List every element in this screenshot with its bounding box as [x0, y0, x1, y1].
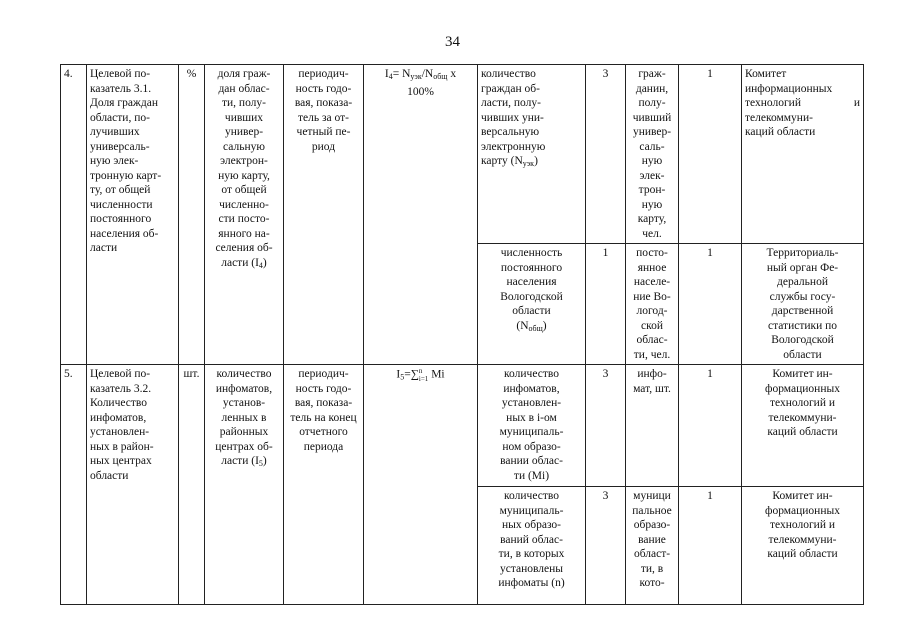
- subject-cell: 1: [679, 244, 742, 365]
- row-number-cell: 4.: [61, 65, 87, 365]
- subject-cell: 1: [679, 365, 742, 487]
- responsible-cell: Комитет ин- формационных технологий и телекоммуни- каций области: [742, 365, 864, 487]
- definition-cell: доля граж- дан облас- ти, полу- чивших универ- сальную электрон- ную карту, от общей численно- сти посто- янного на- селения об- ласти $(I_4)$: [205, 65, 284, 365]
- formula-cell: $I_5=\sum n$ i=1 Mi: [364, 365, 478, 605]
- component-name-cell: количество граждан об- ласти, полу- чивших уни- версальную электронную карту $(N_{уэк})$: [478, 65, 586, 244]
- row-number-cell: 5.: [61, 365, 87, 605]
- formula-cell: $I_4= N_{уэк}/N_{общ}$ x 100%: [364, 65, 478, 365]
- method-cell: 3: [586, 65, 626, 244]
- responsible-cell: Территориаль- ный орган Фе- деральной службы госу- дарственной статистики по Вологодской области: [742, 244, 864, 365]
- period-cell: периодич- ность годо- вая, показа- тель за от- четный пе- риод: [284, 65, 364, 365]
- method-cell: 3: [586, 365, 626, 487]
- period-cell: периодич- ность годо- вая, показа- тель на конец отчетного периода: [284, 365, 364, 605]
- responsible-cell: Комитет ин- формационных технологий и телекоммуни- каций области: [742, 487, 864, 605]
- indicator-name-cell: Целевой по- казатель 3.1. Доля граждан области, по- лучивших универсаль- ную элек- тронную карт- ту, от общей численности постоянного населения об- ласти: [87, 65, 179, 365]
- component-unit-cell: муници пальное образо- вание област- ти, в кото-: [626, 487, 679, 605]
- definition-cell: количество инфоматов, установ- ленных в районных центрах об- ласти $(I_5)$: [205, 365, 284, 605]
- component-name-cell: численность постоянного населения Вологодской области $(N_{общ})$: [478, 244, 586, 365]
- page-number: 34: [445, 34, 460, 50]
- indicator-name-cell: Целевой по- казатель 3.2. Количество инфоматов, установлен- ных в район- ных центрах области: [87, 365, 179, 605]
- table-row: [61, 365, 864, 487]
- component-unit-cell: посто- янное населе- ние Во- логод- ской облас- ти, чел.: [626, 244, 679, 365]
- subject-cell: 1: [679, 65, 742, 244]
- method-cell: 3: [586, 487, 626, 605]
- component-unit-cell: инфо- мат, шт.: [626, 365, 679, 487]
- subject-cell: 1: [679, 487, 742, 605]
- component-name-cell: количество муниципаль- ных образо- ваний облас- ти, в которых установлены инфоматы (n): [478, 487, 586, 605]
- unit-cell: %: [179, 65, 205, 365]
- unit-cell: шт.: [179, 365, 205, 605]
- table-row: [61, 65, 864, 244]
- component-unit-cell: граж- данин, полу- чивший универ- саль- ную элек- трон- ную карту, чел.: [626, 65, 679, 244]
- component-name-cell: количество инфоматов, установлен- ных в i-ом муниципаль- ном образо- вании облас- ти (Mi): [478, 365, 586, 487]
- method-cell: 1: [586, 244, 626, 365]
- responsible-cell: Комитет информационных технологий и телекоммуни- каций области: [742, 65, 864, 244]
- indicators-table: [60, 64, 864, 605]
